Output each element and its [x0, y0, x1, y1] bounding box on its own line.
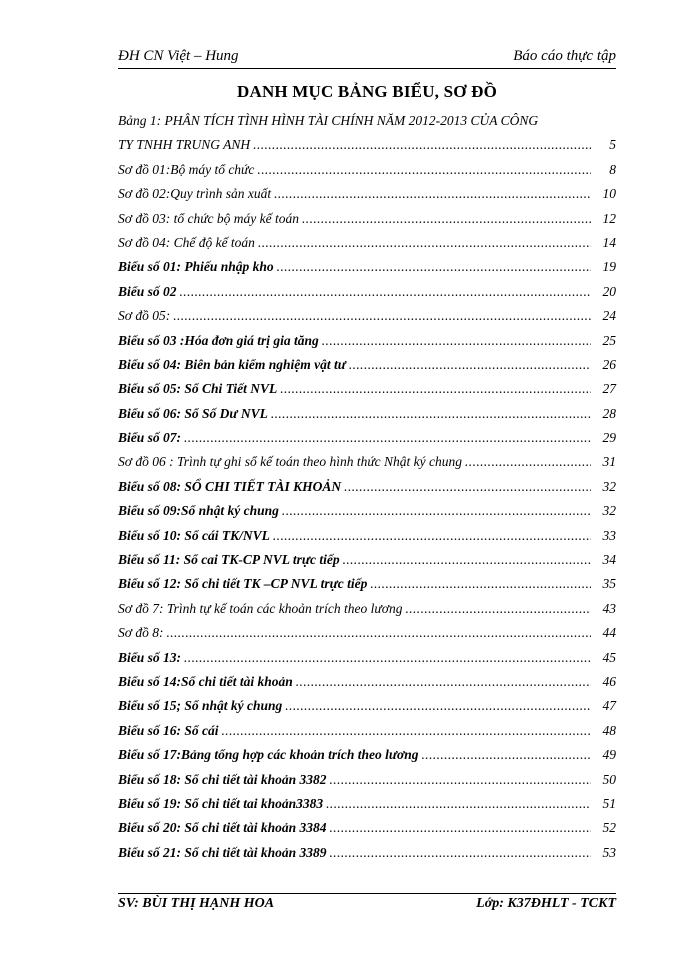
- toc-entry-page: 25: [602, 332, 616, 348]
- toc-entry: [118, 402, 616, 426]
- toc-entry: [118, 694, 616, 718]
- toc-entry-label: Sơ đồ 01:Bộ máy tổ chức: [118, 161, 255, 177]
- toc-entry-page: 47: [602, 698, 616, 714]
- toc-entry-page: 33: [602, 527, 616, 543]
- toc-entry: [118, 768, 616, 792]
- toc-entry-page: 43: [602, 600, 616, 616]
- leader-dots: [173, 304, 591, 328]
- toc-entry: [118, 743, 616, 767]
- toc-entry-page: 32: [602, 478, 616, 494]
- toc-entry-page: 52: [602, 820, 616, 836]
- leader-dots: [280, 377, 591, 401]
- toc-entry-label: Biểu số 17:Bảng tổng hợp các khoản trích theo lương: [118, 747, 419, 763]
- toc-entry: [118, 646, 616, 670]
- leader-dots: [253, 133, 591, 157]
- toc-entry: [118, 231, 616, 255]
- toc-entry-label: Biểu số 08: SỔ CHI TIẾT TÀI KHOẢN: [118, 478, 342, 494]
- toc-entry-page: 12: [602, 210, 616, 226]
- leader-dots: [326, 792, 591, 816]
- leader-dots: [271, 402, 591, 426]
- toc-entry-label: Sơ đồ 02:Quy trình sản xuất: [118, 186, 272, 202]
- leader-dots: [296, 670, 591, 694]
- toc-entry-label: Biểu số 02: [118, 283, 177, 299]
- toc-entry-page: 8: [609, 161, 616, 177]
- toc-entry: [118, 255, 616, 279]
- toc-entry-label: Biểu số 07:: [118, 430, 182, 446]
- toc-entry-label: Biểu số 15; Sổ nhật ký chung: [118, 698, 283, 714]
- leader-dots: [322, 329, 591, 353]
- toc-entry-page: 48: [602, 722, 616, 738]
- leader-dots: [180, 280, 591, 304]
- toc-entry-page: 46: [602, 673, 616, 689]
- toc-entry-page: 44: [602, 625, 616, 641]
- leader-dots: [344, 475, 591, 499]
- leader-dots: [330, 841, 591, 865]
- page-footer: [118, 893, 616, 916]
- leader-dots: [465, 450, 591, 474]
- toc-entry-page: 32: [602, 503, 616, 519]
- toc-entry-page: 34: [602, 552, 616, 568]
- toc-entry: [118, 329, 616, 353]
- leader-dots: [349, 353, 591, 377]
- toc-entry: [118, 597, 616, 621]
- toc-entry-label: Biểu số 04: Biên bản kiểm nghiệm vật tư: [118, 356, 346, 372]
- toc-entry-page: 26: [602, 356, 616, 372]
- toc-entry: [118, 548, 616, 572]
- toc-entry: [118, 524, 616, 548]
- toc-entry-page: 28: [602, 405, 616, 421]
- leader-dots: [222, 719, 591, 743]
- leader-dots: [422, 743, 591, 767]
- footer-student-name: SV: BÙI THỊ HẠNH HOA: [118, 896, 275, 911]
- toc-entry-label: Biểu số 03 :Hóa đơn giá trị gia tăng: [118, 332, 319, 348]
- toc-entry-label: Biểu số 21: Sổ chi tiết tài khoản 3389: [118, 844, 327, 860]
- toc-entry-label: Sơ đồ 03: tổ chức bộ máy kế toán: [118, 210, 300, 226]
- toc-entry-label: Sơ đồ 8:: [118, 625, 164, 641]
- toc-entry-label: Biểu số 14:Sổ chi tiết tài khoản: [118, 673, 293, 689]
- header-school: ĐH CN Việt – Hung: [118, 48, 239, 64]
- leader-dots: [330, 768, 591, 792]
- toc-entry: [118, 792, 616, 816]
- header-report-type: Báo cáo thực tập: [513, 48, 616, 64]
- toc-entry-label: Biểu số 19: Sổ chi tiết tai khoản3383: [118, 795, 324, 811]
- toc-entry-page: 10: [602, 186, 616, 202]
- toc-entry-page: 49: [602, 747, 616, 763]
- toc-entry: [118, 304, 616, 328]
- toc-entry-label: Biểu số 12: Sổ chi tiết TK –CP NVL trực tiếp: [118, 576, 368, 592]
- toc-entry-page: 50: [602, 771, 616, 787]
- toc-entry-page: 27: [602, 381, 616, 397]
- toc-entry: [118, 841, 616, 865]
- toc-entry: [118, 353, 616, 377]
- toc-entry: [118, 280, 616, 304]
- leader-dots: [330, 816, 591, 840]
- toc-entry-page: 19: [602, 259, 616, 275]
- toc-entry-label: Biểu số 18: Sổ chi tiết tài khoản 3382: [118, 771, 327, 787]
- toc-entry-page: 35: [602, 576, 616, 592]
- toc-entry-page: 14: [602, 234, 616, 250]
- page-title: DANH MỤC BẢNG BIỂU, SƠ ĐỒ: [236, 82, 498, 101]
- leader-dots: [184, 646, 591, 670]
- toc-entry-label: Biểu số 13:: [118, 649, 182, 665]
- toc-entry-label: Sơ đồ 06 : Trình tự ghi sổ kế toán theo hình thức Nhật ký chung: [118, 454, 463, 470]
- leader-dots: [166, 621, 591, 645]
- toc-entry-label: Sơ đồ 04: Chế độ kế toán: [118, 234, 255, 250]
- toc-entry: [118, 670, 616, 694]
- toc-entry-label: Biểu số 16: Sổ cái: [118, 722, 219, 738]
- leader-dots: [405, 597, 591, 621]
- toc-entry-page: 20: [602, 283, 616, 299]
- toc-entry: [118, 499, 616, 523]
- leader-dots: [184, 426, 591, 450]
- table-of-contents: [118, 109, 616, 865]
- leader-dots: [273, 524, 591, 548]
- toc-entry-list: [118, 158, 616, 865]
- toc-entry-label: TY TNHH TRUNG ANH: [118, 137, 251, 153]
- page-header: [118, 48, 616, 69]
- toc-entry: [118, 450, 616, 474]
- leader-dots: [370, 572, 591, 596]
- toc-entry-page: 31: [602, 454, 616, 470]
- toc-entry-label: Biểu số 10: Sổ cái TK/NVL: [118, 527, 270, 543]
- toc-entry-page: 51: [602, 795, 616, 811]
- toc-entry: [118, 158, 616, 182]
- leader-dots: [285, 694, 591, 718]
- toc-entry-label: Biểu số 20: Sổ chi tiết tài khoản 3384: [118, 820, 327, 836]
- toc-entry: [118, 475, 616, 499]
- toc-entry-first-text: Bảng 1: PHÂN TÍCH TÌNH HÌNH TÀI CHÍNH NĂM 2012-2013 CỦA CÔNG: [118, 113, 539, 128]
- toc-entry-first-line1: [118, 109, 616, 133]
- toc-entry-page: 53: [602, 844, 616, 860]
- toc-entry: [118, 572, 616, 596]
- leader-dots: [277, 255, 591, 279]
- toc-entry-label: Biểu số 05: Sổ Chi Tiết NVL: [118, 381, 278, 397]
- toc-entry: [118, 621, 616, 645]
- toc-entry-first-line2: [118, 133, 616, 157]
- toc-entry-label: Biểu số 09:Sổ nhật ký chung: [118, 503, 279, 519]
- toc-entry-label: Sơ đồ 05:: [118, 308, 171, 324]
- footer-class: Lớp: K37ĐHLT - TCKT: [476, 896, 616, 911]
- toc-entry-page: 45: [602, 649, 616, 665]
- toc-entry-label: Biểu số 11: Sổ cai TK-CP NVL trực tiếp: [118, 552, 340, 568]
- toc-entry-page: 24: [602, 308, 616, 324]
- toc-entry-page: 5: [609, 137, 616, 153]
- toc-entry: [118, 816, 616, 840]
- toc-entry-page: 29: [602, 430, 616, 446]
- leader-dots: [282, 499, 591, 523]
- leader-dots: [257, 158, 591, 182]
- toc-entry-label: Sơ đồ 7: Trình tự kế toán các khoản trích theo lương: [118, 600, 403, 616]
- toc-entry: [118, 207, 616, 231]
- toc-entry: [118, 719, 616, 743]
- leader-dots: [258, 231, 591, 255]
- leader-dots: [343, 548, 591, 572]
- leader-dots: [274, 182, 591, 206]
- toc-entry: [118, 377, 616, 401]
- toc-entry-label: Biểu số 01: Phiếu nhập kho: [118, 259, 274, 275]
- leader-dots: [302, 207, 591, 231]
- toc-entry: [118, 426, 616, 450]
- toc-entry-label: Biểu số 06: Sổ Số Dư NVL: [118, 405, 268, 421]
- toc-entry: [118, 182, 616, 206]
